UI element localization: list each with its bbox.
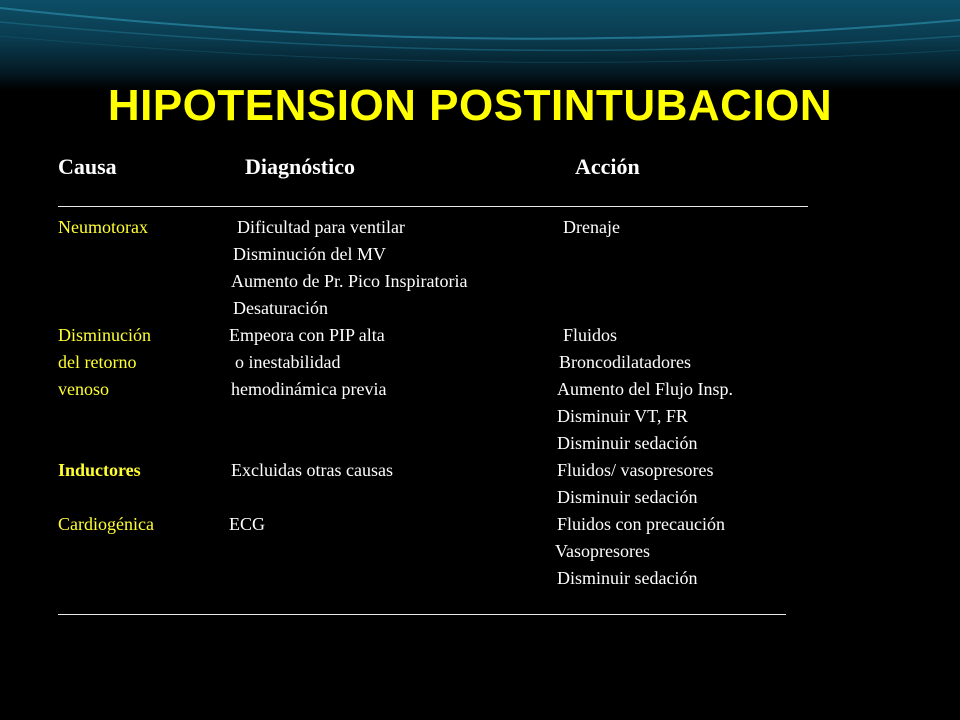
- diagnosis-line: Desaturación: [233, 298, 328, 318]
- cause-cardiogenica: Cardiogénica: [58, 514, 154, 534]
- action-line: Drenaje: [563, 217, 620, 237]
- header-accion: Acción: [575, 154, 640, 179]
- cause-inductores: Inductores: [58, 460, 141, 480]
- diagnosis-line: Empeora con PIP alta: [229, 325, 385, 345]
- action-line: Disminuir sedación: [557, 568, 698, 588]
- action-line: Fluidos/ vasopresores: [557, 460, 714, 480]
- diagnosis-line: Dificultad para ventilar: [237, 217, 405, 237]
- action-line: Vasopresores: [555, 541, 650, 561]
- action-line: Disminuir sedación: [557, 433, 698, 453]
- diagnosis-line: ECG: [229, 514, 265, 534]
- action-line: Broncodilatadores: [559, 352, 691, 372]
- cause-retorno-venoso: venoso: [58, 379, 109, 399]
- header-causa: Causa: [58, 154, 117, 179]
- top-divider: [58, 206, 808, 207]
- cause-retorno-venoso: del retorno: [58, 352, 137, 372]
- action-line: Disminuir VT, FR: [557, 406, 688, 426]
- diagnosis-line: Aumento de Pr. Pico Inspiratoria: [231, 271, 468, 291]
- action-line: Aumento del Flujo Insp.: [557, 379, 733, 399]
- slide-title: HIPOTENSION POSTINTUBACION: [107, 81, 833, 130]
- action-line: Fluidos con precaución: [557, 514, 725, 534]
- action-line: Fluidos: [563, 325, 618, 345]
- diagnosis-line: hemodinámica previa: [231, 379, 387, 399]
- diagnosis-line: Excluidas otras causas: [231, 460, 393, 480]
- header-diagnostico: Diagnóstico: [245, 154, 355, 179]
- diagnosis-line: Disminución del MV: [233, 244, 386, 264]
- diagnosis-line: o inestabilidad: [235, 352, 341, 372]
- action-line: Disminuir sedación: [557, 487, 698, 507]
- cause-neumotorax: Neumotorax: [58, 217, 148, 237]
- bottom-divider: [58, 614, 786, 615]
- cause-retorno-venoso: Disminución: [58, 325, 151, 345]
